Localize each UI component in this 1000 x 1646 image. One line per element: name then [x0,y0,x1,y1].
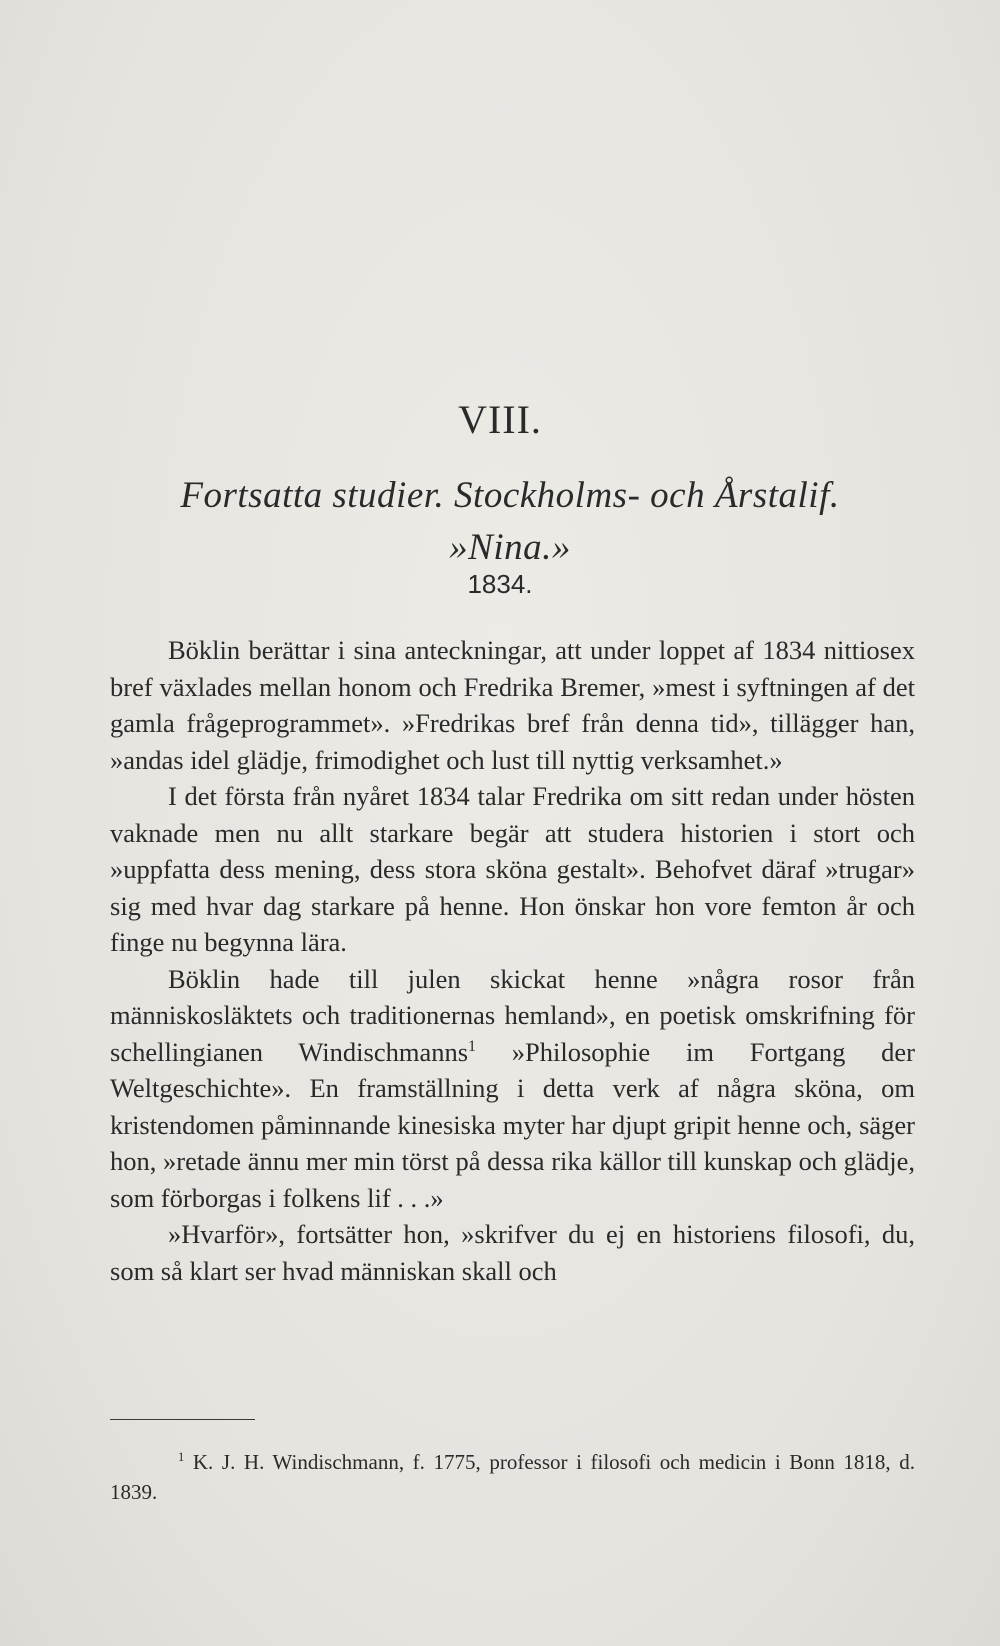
paragraph-2: I det första från nyåret 1834 talar Fredrika om sitt redan under hösten vaknade men nu allt starkare begär att studera historien i stort och »uppfatta dess mening, dess stora sköna gestalt». Behofvet däraf »trugar» sig med hvar dag starkare på henne. Hon önskar hon vore femton år och finge nu begynna lära. [110,781,915,957]
body-text [110,632,915,1289]
footnote [110,1447,915,1507]
footnote-text: K. J. H. Windischmann, f. 1775, professor i filosofi och medicin i Bonn 1818, d. 1839. [110,1450,915,1504]
paragraph-4: »Hvarför», fortsätter hon, »skrifver du ej en historiens filosofi, du, som så klart ser hvad människan skall och [110,1219,915,1286]
paragraph-3 [110,961,915,1217]
paragraph-3-continuation: »Philosophie im Fortgang der Weltgeschichte». En framställning i detta verk af några sköna, om kristendomen påminnande kinesiska myter har djupt gripit henne och, säger hon, »retade ännu mer min törst på dessa rika källor till kunskap och glädje, som förborgas i folkens lif . . .» [110,1036,915,1213]
chapter-number: VIII. [458,397,542,442]
paragraph-1: Böklin berättar i sina anteckningar, att under loppet af 1834 nittiosex bref växlades mellan honom och Fredrika Bremer, »mest i syftningen af det gamla frågeprogrammet». »Fredrikas bref från denna tid», tillägger han, »andas idel glädje, frimodighet och lust till nyttig verksamhet.» [110,635,915,775]
chapter-title: Fortsatta studier. Stockholms- och Årstalif. »Nina.» [180,475,840,568]
paragraph-3-text: Böklin hade till julen skickat henne »några rosor från människosläktets och traditionernas hemland», en poetisk omskrifning för schellingianen Windischmanns [110,963,915,1067]
chapter-year: 1834. [467,569,533,599]
footnote-reference[interactable]: 1 [468,1037,476,1055]
footnote-divider [110,1419,255,1420]
footnote-marker: 1 [178,1450,185,1464]
